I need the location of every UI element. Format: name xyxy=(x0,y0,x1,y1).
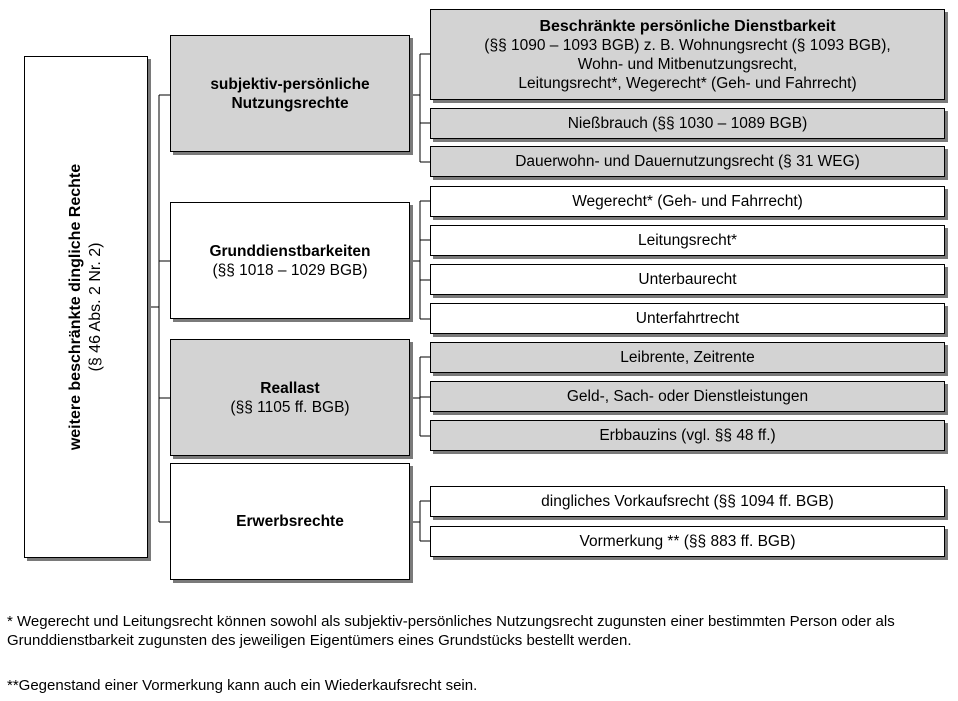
category-reallast xyxy=(170,339,410,456)
category-erwerbsrechte xyxy=(170,463,410,580)
category-title: Grunddienstbarkeiten xyxy=(209,242,371,260)
item-unterbaurecht xyxy=(430,264,945,295)
item-title: Beschränkte persönliche Dienstbarkeit xyxy=(539,17,836,35)
item-geld-sach-dienstleistungen xyxy=(430,381,945,412)
item-line: Unterbaurecht xyxy=(638,271,737,288)
item-line: Nießbrauch (§§ 1030 – 1089 BGB) xyxy=(567,115,808,132)
item-leitungsrecht xyxy=(430,225,945,256)
category-subtitle: (§§ 1018 – 1029 BGB) xyxy=(212,261,368,279)
item-erbbauzins xyxy=(430,420,945,451)
root-subtitle: (§ 46 Abs. 2 Nr. 2) xyxy=(87,242,104,372)
root-node xyxy=(24,56,148,558)
item-leibrente-zeitrente xyxy=(430,342,945,373)
footnote-2: **Gegenstand einer Vormerkung kann auch ein Wiederkaufsrecht sein. xyxy=(7,677,478,694)
item-vormerkung xyxy=(430,526,945,557)
item-line: Leitungsrecht*, Wegerecht* (Geh- und Fahrrecht) xyxy=(518,74,857,92)
item-line: Erbbauzins (vgl. §§ 48 ff.) xyxy=(599,427,776,444)
item-dauerwohnrecht xyxy=(430,146,945,177)
item-unterfahrtrecht xyxy=(430,303,945,334)
root-label xyxy=(66,67,106,547)
item-line: Wegerecht* (Geh- und Fahrrecht) xyxy=(572,193,803,210)
category-subtitle: (§§ 1105 ff. BGB) xyxy=(230,398,350,416)
item-beschraenkte-persoenliche-dienstbarkeit xyxy=(430,9,945,100)
category-title: Reallast xyxy=(260,379,320,397)
category-title: subjektiv-persönliche Nutzungsrechte xyxy=(210,75,370,112)
item-niessbrauch xyxy=(430,108,945,139)
item-line: Leitungsrecht* xyxy=(637,232,738,249)
root-title: weitere beschränkte dingliche Rechte xyxy=(67,163,84,451)
item-dingliches-vorkaufsrecht xyxy=(430,486,945,517)
item-line: Leibrente, Zeitrente xyxy=(620,349,755,366)
item-line: Wohn- und Mitbenutzungsrecht, xyxy=(577,55,798,73)
item-line: Unterfahrtrecht xyxy=(635,310,740,327)
item-line: Vormerkung ** (§§ 883 ff. BGB) xyxy=(579,533,796,550)
category-title: Erwerbsrechte xyxy=(236,513,344,530)
item-line: (§§ 1090 – 1093 BGB) z. B. Wohnungsrecht (§ 1093 BGB), xyxy=(484,36,891,54)
item-line: Dauerwohn- und Dauernutzungsrecht (§ 31 WEG) xyxy=(515,153,860,170)
category-grunddienstbarkeiten xyxy=(170,202,410,319)
item-line: Geld-, Sach- oder Dienstleistungen xyxy=(566,388,809,405)
item-line: dingliches Vorkaufsrecht (§§ 1094 ff. BGB) xyxy=(541,493,834,510)
category-subjektiv-persoenliche-nutzungsrechte xyxy=(170,35,410,152)
item-wegerecht xyxy=(430,186,945,217)
footnote-1: * Wegerecht und Leitungsrecht können sowohl als subjektiv-persönliches Nutzungsrecht zugunsten einer bestimmten Person oder als Grunddienstbarkeit zugunsten des jeweiligen Eigentümers eines Grundstücks bestellt werden. xyxy=(7,613,895,649)
